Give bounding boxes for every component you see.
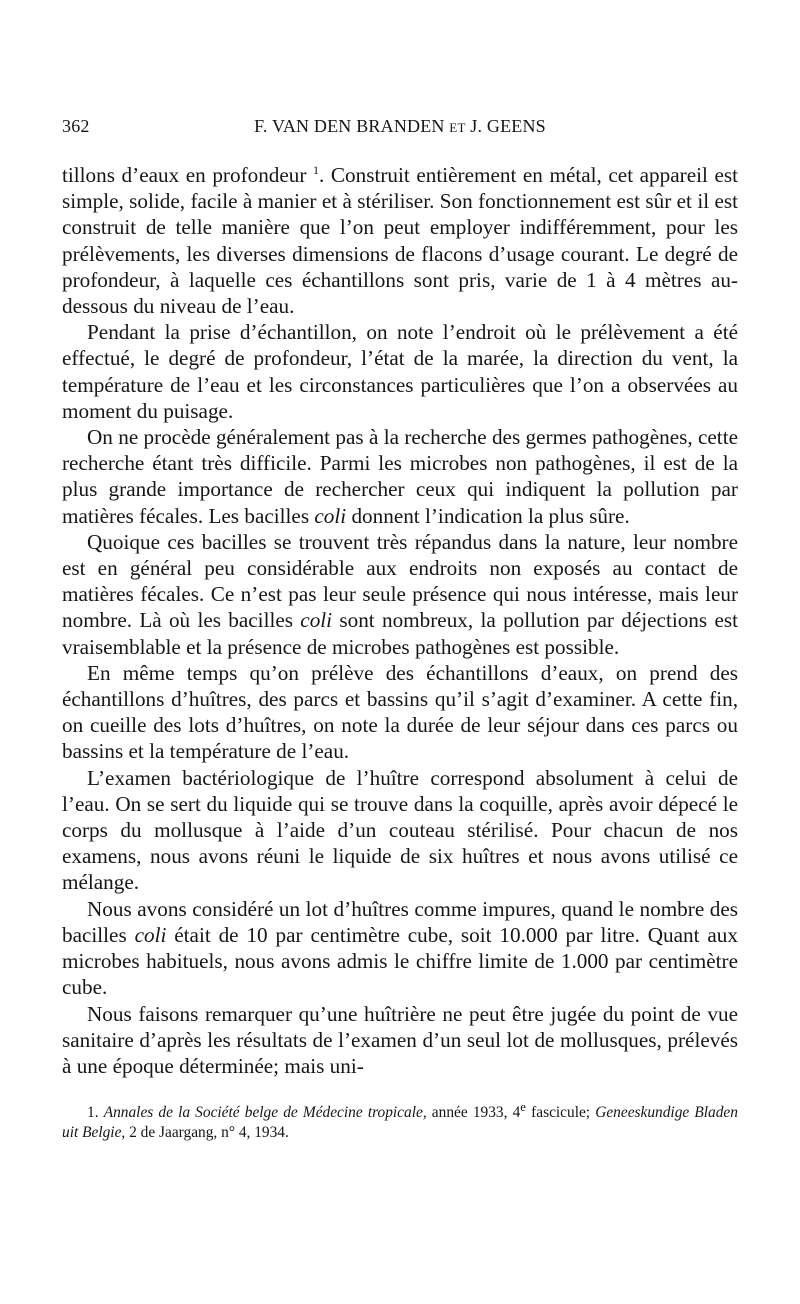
paragraph-7-italic-coli: coli <box>134 922 167 947</box>
page-number: 362 <box>62 116 90 136</box>
paragraph-1-text-a: tillons d’eaux en profondeur <box>62 163 314 187</box>
footnote-superscript: e <box>520 1100 526 1115</box>
paragraph-1 <box>62 162 738 319</box>
running-title: F. VAN DEN BRANDEN et J. GEENS <box>254 116 546 136</box>
running-head <box>62 112 738 144</box>
page <box>62 112 738 1143</box>
paragraph-4-text-a: Quoique ces bacilles se trouvent très répandus dans la nature, leur nombre est en général peu considérable aux endroits non exposés au contact de matières fécales. Ce n’est pas leur seule présence qui nous intéresse, mais leur nombre. Là où les bacilles <box>62 529 738 633</box>
paragraph-5: En même temps qu’on prélève des échantillons d’eaux, on prend des échantillons d’huîtres, des parcs et bassins qu’il s’agit d’examiner. A cette fin, on cueille des lots d’huîtres, on note la durée de leur séjour dans ces parcs ou bassins et la température de l’eau. <box>62 660 738 764</box>
footnote-italic-title-2: Geneeskundige Bladen uit Belgie <box>62 1104 738 1142</box>
body-text <box>62 162 738 1079</box>
paragraph-8: Nous faisons remarquer qu’une huîtrière ne peut être jugée du point de vue sanitaire d’après les résultats de l’examen d’un seul lot de mollusques, prélevés à une époque déterminée; mais uni- <box>62 1001 738 1078</box>
footnote-text-3: , 2 de Jaargang, n° 4, 1934. <box>121 1124 289 1142</box>
footnote-italic-title-1: Annales de la Société belge de Médecine tropicale <box>103 1104 423 1122</box>
paragraph-4-italic-coli: coli <box>300 608 333 633</box>
footnote-number: 1. <box>87 1104 99 1122</box>
paragraph-6: L’examen bactériologique de l’huître correspond absolument à celui de l’eau. On se sert du liquide qui se trouve dans la coquille, après avoir dépecé le corps du mollusque à l’aide d’un couteau stérilisé. Pour chacun de nos examens, nous avons réuni le liquide de six huîtres et nous avons utilisé ce mélange. <box>62 765 738 895</box>
paragraph-7-text-b: était de 10 par centimètre cube, soit 10.000 par litre. Quant aux microbes habituels, nous avons admis le chiffre limite de 1.000 par centimètre cube. <box>62 922 738 1000</box>
paragraph-7 <box>62 896 738 1001</box>
footnote-text-2: fascicule; <box>525 1104 596 1122</box>
paragraph-3-italic-coli: coli <box>314 503 347 528</box>
paragraph-4 <box>62 529 738 660</box>
paragraph-1-text-b: . Construit entièrement en métal, cet appareil est simple, solide, facile à manier et à stériliser. Son fonctionnement est sûr et il est construit de telle manière que l’on peut employer indifféremment, pour les prélèvements, les diverses dimensions de flacons d’usage courant. Le degré de profondeur, à laquelle ces échantillons sont pris, varie de 1 à 4 mètres au-dessous du niveau de l’eau. <box>62 163 738 319</box>
paragraph-3-text-a: On ne procède généralement pas à la recherche des germes pathogènes, cette recherche étant très difficile. Parmi les microbes non pathogènes, il est de la plus grande importance de rechercher ceux qui indiquent la pollution par matières fécales. Les bacilles <box>62 425 738 528</box>
paragraph-2: Pendant la prise d’échantillon, on note l’endroit où le prélèvement a été effectué, le degré de profondeur, l’état de la marée, la direction du vent, la température de l’eau et les circonstances particulières que l’on a observées au moment du puisage. <box>62 320 738 423</box>
footnote-reference: 1 <box>313 162 320 177</box>
paragraph-3-text-b: donnent l’indication la plus sûre. <box>346 503 630 528</box>
paragraph-3 <box>62 424 738 529</box>
footnote <box>62 1097 738 1143</box>
paragraph-7-text-a: Nous avons considéré un lot d’huîtres comme impures, quand le nombre des bacilles <box>62 896 738 947</box>
footnote-text-1: , année 1933, 4 <box>422 1104 521 1122</box>
paragraph-4-text-b: sont nombreux, la pollution par déjections est vraisemblable et la présence de microbes pathogènes est possible. <box>62 608 738 659</box>
